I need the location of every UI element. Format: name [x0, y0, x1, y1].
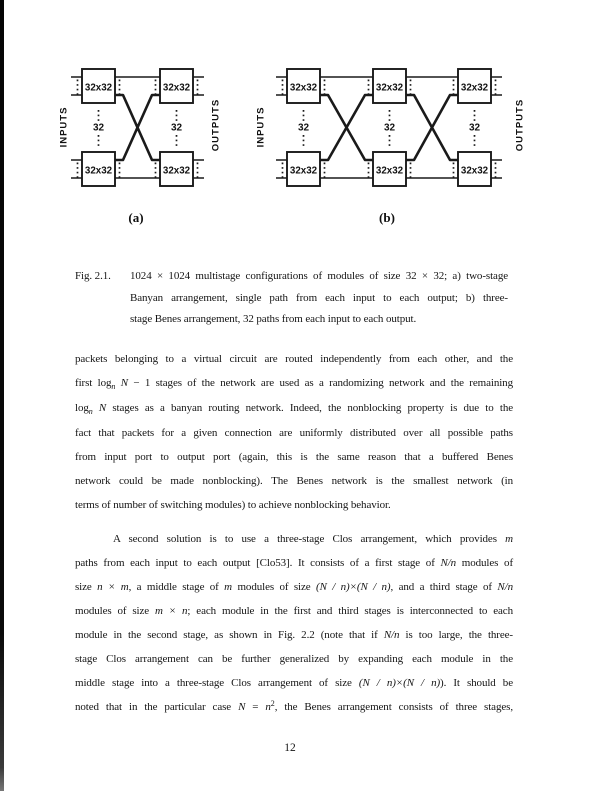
- text-segment: , and a third stage of: [390, 581, 498, 593]
- text-segment: N: [120, 377, 128, 389]
- text-line: [75, 551, 513, 575]
- text-segment: , a middle stage of: [128, 581, 225, 593]
- module-size-label: 32x32: [460, 82, 489, 94]
- text-line: [75, 647, 513, 671]
- text-segment: (N / n)×(N / n): [316, 581, 391, 593]
- text-line: [75, 347, 513, 371]
- text-segment: n: [265, 701, 271, 713]
- text-segment: n: [111, 381, 116, 391]
- inputs-label: INPUTS: [255, 106, 267, 148]
- text-segment: m: [224, 581, 233, 593]
- text-segment: stages as a banyan routing network. Indeed, the nonblocking property is due to the: [106, 402, 513, 414]
- diagram-b: [256, 69, 526, 225]
- port-count-label: 32: [92, 122, 105, 134]
- subfigure-a-label: (a): [128, 210, 144, 225]
- crossover-wire: [320, 95, 373, 160]
- figure-caption-tag: Fig. 2.1.: [75, 270, 111, 282]
- module-size-label: 32x32: [162, 165, 191, 177]
- text-line: [130, 309, 508, 331]
- text-segment: modules of size: [232, 581, 316, 593]
- outputs-label: OUTPUTS: [210, 98, 222, 152]
- port-count-label: 32: [383, 122, 396, 134]
- text-segment: 1024 × 1024 multistage configurations of modules of size 32 × 32; a) two-stage: [130, 270, 508, 282]
- text-segment: 2: [270, 699, 275, 709]
- outputs-label: OUTPUTS: [514, 98, 526, 152]
- text-line: [75, 575, 513, 599]
- text-segment: n × m: [97, 581, 129, 593]
- module-size-label: 32x32: [84, 165, 113, 177]
- text-line: [75, 623, 513, 647]
- module-size-label: 32x32: [375, 165, 404, 177]
- text-line: [130, 288, 508, 310]
- text-segment: noted that in the particular case: [75, 701, 239, 713]
- paragraph-1: [75, 347, 513, 517]
- subfigure-b-label: (b): [379, 210, 395, 225]
- text-segment: Banyan arrangement, single path from each input to each output; b) three-: [130, 291, 508, 304]
- crossover-wire: [115, 95, 160, 160]
- text-segment: ; each module in the first and third stages is interconnected to each: [187, 605, 513, 617]
- text-segment: − 1 stages of the network are used as a randomizing network and the remaining: [127, 377, 513, 389]
- port-count-label: 32: [170, 122, 183, 134]
- text-segment: from input port to output port (again, this is the same reason that a buffered Benes: [75, 451, 513, 463]
- text-line: [75, 421, 513, 445]
- module-size-label: 32x32: [289, 165, 318, 177]
- text-segment: (N / n)×(N / n): [358, 677, 441, 689]
- text-segment: n: [88, 406, 93, 416]
- text-segment: middle stage into a three-stage Clos arrangement of size: [75, 677, 359, 689]
- text-line: [75, 445, 513, 469]
- paragraph-2: [75, 527, 513, 720]
- text-segment: m × n: [155, 605, 188, 617]
- text-segment: modules of size: [75, 605, 155, 617]
- module-size-label: 32x32: [84, 82, 113, 94]
- module-size-label: 32x32: [289, 82, 318, 94]
- text-line: [75, 527, 513, 551]
- module-size-label: 32x32: [460, 165, 489, 177]
- text-segment: =: [245, 701, 266, 713]
- text-line: [75, 695, 513, 720]
- text-segment: ). It should be: [440, 677, 513, 689]
- port-count-label: 32: [297, 122, 310, 134]
- text-line: [75, 671, 513, 695]
- diagram-a: [59, 69, 222, 225]
- crossover-wire: [406, 95, 458, 160]
- text-segment: module in the second stage, as shown in Fig. 2.2 (note that if: [75, 629, 384, 641]
- text-segment: packets belonging to a virtual circuit are routed independently from each other, and the: [75, 353, 513, 365]
- text-line: [75, 493, 513, 517]
- text-line: [75, 599, 513, 623]
- text-line: [75, 469, 513, 493]
- text-segment: log: [75, 402, 89, 414]
- text-segment: size: [75, 581, 98, 593]
- text-segment: N/n: [497, 581, 514, 593]
- text-segment: N: [98, 402, 107, 414]
- text-segment: A second solution is to use a three-stage Clos arrangement, which provides: [113, 533, 506, 545]
- text-segment: terms of number of switching modules) to achieve nonblocking behavior.: [75, 499, 391, 511]
- text-segment: N/n: [440, 557, 457, 569]
- text-segment: first log: [75, 377, 112, 389]
- figure-2-1-diagrams: [0, 0, 612, 245]
- text-segment: paths from each input to each output [Clo53]. It consists of a first stage of: [75, 557, 441, 569]
- module-size-label: 32x32: [375, 82, 404, 94]
- text-segment: stage Benes arrangement, 32 paths from each input to each output.: [130, 313, 417, 325]
- text-segment: m: [505, 533, 513, 545]
- text-segment: network could be made nonblocking). The Benes network is the smallest network (in: [75, 475, 513, 487]
- text-line: [75, 371, 513, 396]
- port-count-label: 32: [468, 122, 481, 134]
- page-number: 12: [284, 742, 296, 754]
- text-segment: is too large, the three-: [399, 629, 513, 641]
- text-segment: modules of: [456, 557, 514, 569]
- figure-caption-text: [130, 266, 508, 331]
- inputs-label: INPUTS: [58, 106, 70, 148]
- text-segment: fact that packets for a given connection are uniformly distributed over all possible paths: [75, 427, 513, 439]
- text-segment: , the Benes arrangement consists of three stages,: [274, 701, 513, 713]
- text-segment: stage Clos arrangement can be further generalized by expanding each module in the: [75, 653, 513, 665]
- text-segment: N/n: [383, 629, 400, 641]
- text-segment: N: [238, 701, 246, 713]
- module-size-label: 32x32: [162, 82, 191, 94]
- text-line: [75, 396, 513, 421]
- text-line: [130, 266, 508, 288]
